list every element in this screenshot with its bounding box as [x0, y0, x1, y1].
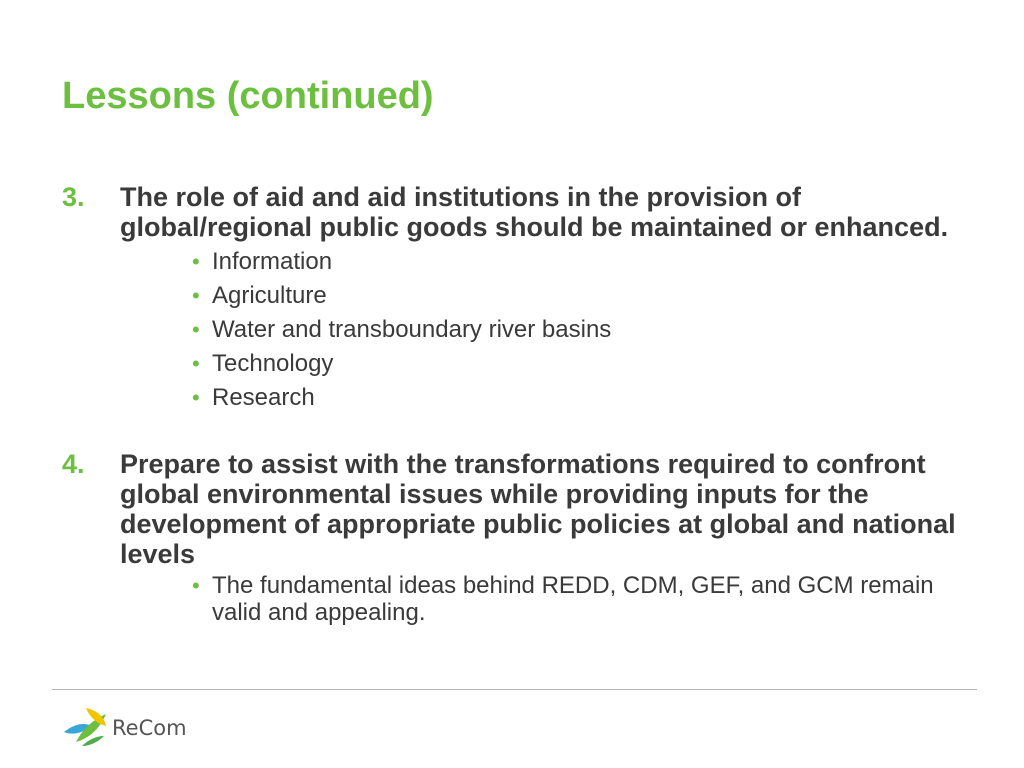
slide-content	[62, 182, 962, 626]
bullet-list	[120, 245, 962, 415]
slide-title: Lessons (continued)	[62, 75, 434, 117]
list-item: • Agriculture	[190, 279, 962, 313]
point-number: 3.	[62, 182, 85, 212]
bullet-icon: •	[192, 573, 200, 598]
bullet-icon: •	[192, 249, 200, 274]
list-item: • Research	[190, 381, 962, 415]
recom-logo	[62, 702, 202, 752]
point-3	[62, 182, 962, 415]
logo-text: ReCom	[112, 716, 187, 740]
list-item: • The fundamental ideas behind REDD, CDM, GEF, and GCM remain valid and appealing.	[192, 572, 934, 626]
footer-divider	[52, 689, 977, 690]
bullet-list	[120, 572, 962, 626]
point-4	[62, 449, 962, 626]
recom-logo-icon	[62, 702, 112, 752]
point-heading: Prepare to assist with the transformations required to confront global environmental issues while providing inputs for the development of appropriate public policies at global and national levels	[120, 449, 956, 569]
bullet-icon: •	[192, 317, 200, 342]
bullet-icon: •	[192, 351, 200, 376]
bullet-icon: •	[192, 385, 200, 410]
bullet-icon: •	[192, 283, 200, 308]
list-item: • Information	[190, 245, 962, 279]
point-heading: The role of aid and aid institutions in the provision of global/regional public goods should be maintained or enhanced.	[120, 182, 949, 242]
list-item: • Water and transboundary river basins	[190, 313, 962, 347]
list-item: • Technology	[190, 347, 962, 381]
point-number: 4.	[62, 449, 85, 479]
